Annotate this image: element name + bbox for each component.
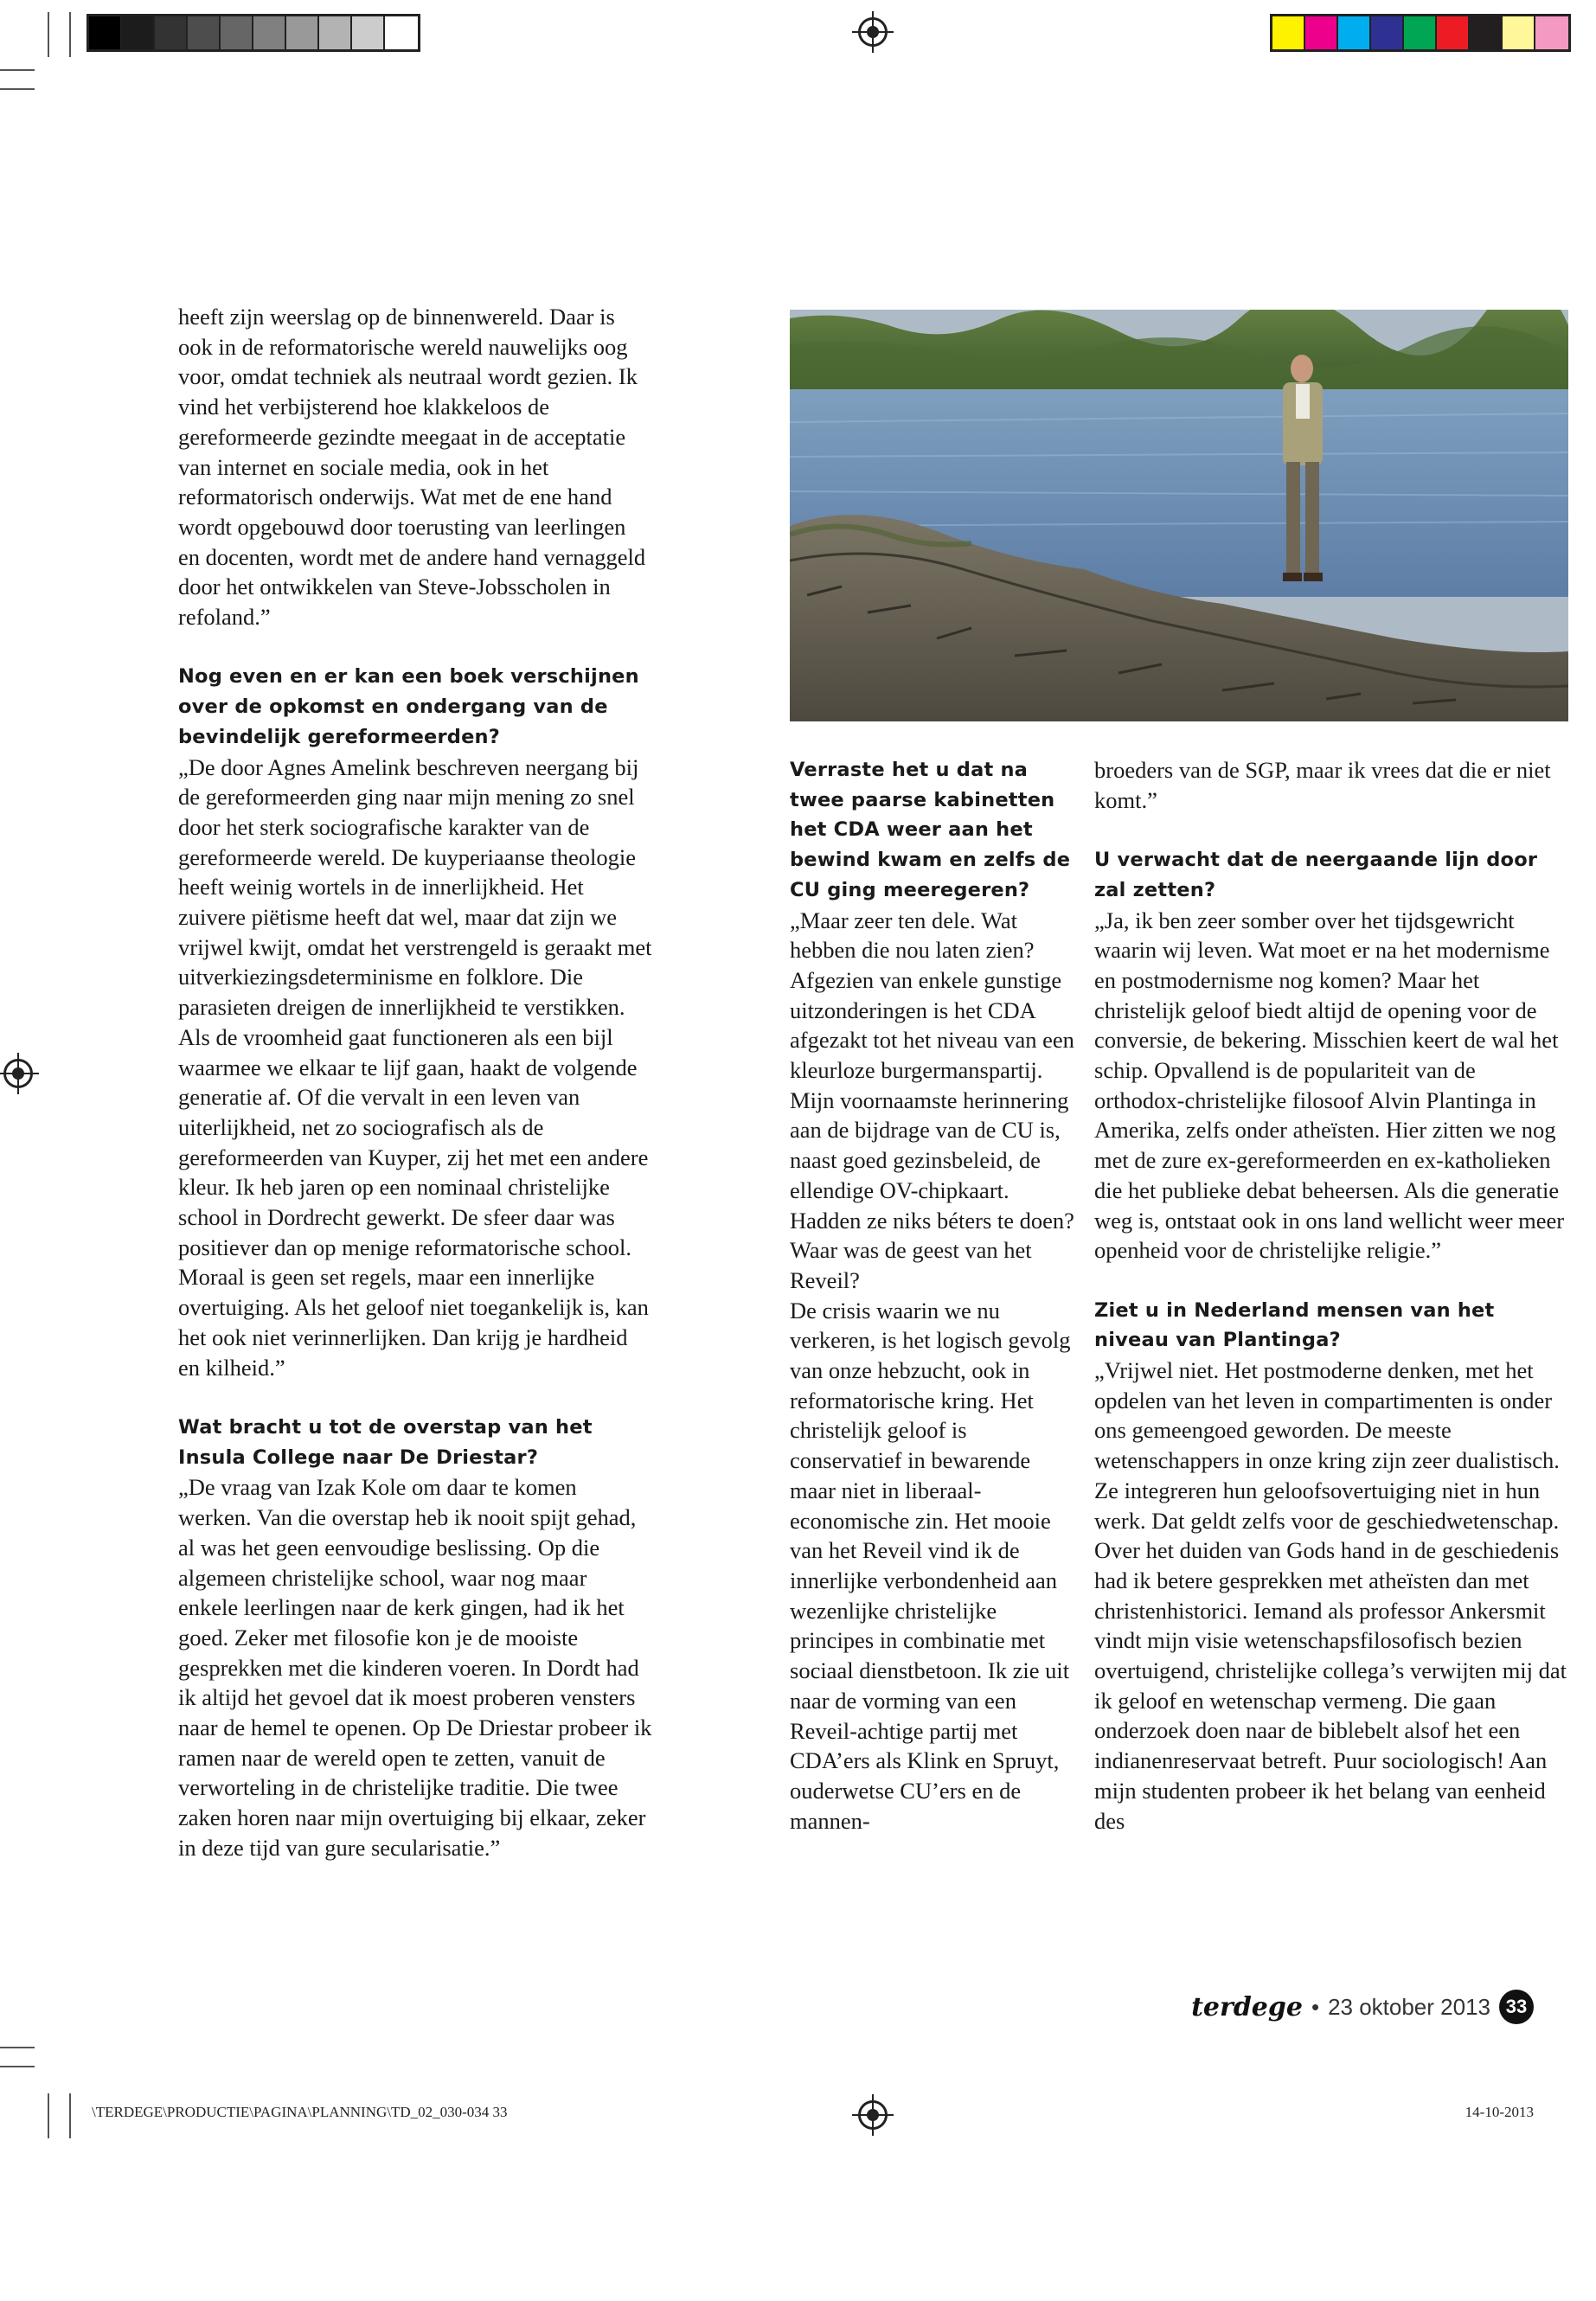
crop-mark bbox=[0, 2047, 35, 2048]
color-swatch bbox=[89, 16, 122, 49]
crop-mark bbox=[0, 69, 35, 71]
registration-mark-icon bbox=[858, 17, 888, 47]
color-swatch bbox=[1470, 16, 1503, 49]
crop-mark bbox=[69, 2093, 71, 2138]
body-paragraph: „De vraag van Izak Kole om daar te komen werken. Van die overstap heb ik nooit spijt gehad, al was het geen eenvoudige beslissing. Op die algemeen christelijke school, waar nog maar enkele leerlingen naar de kerk gingen, had ik het goed. Zeker met filosofie kon je de mooiste gesprekken met die kinderen voeren. In Dordt had ik altijd het gevoel dat ik moest proberen vensters naar de hemel te openen. Op De Driestar probeer ik ramen naar de wereld open te zetten, vanuit de verworteling in de christelijke traditie. Die twee zaken horen naar mijn overtuiging bij elkaar, zeker in deze tijd van gure secularisatie.” bbox=[178, 1474, 652, 1861]
body-paragraph: „De door Agnes Amelink beschreven neergang bij de gereformeerden ging naar mijn mening zo snel door het sterk sociografische karakter van de gereformeerde wereld. De kuyperiaanse theologie heeft weinig wortels in de innerlijkheid. Het zuivere piëtisme heeft dat wel, maar dat zijn we vrijwel kwijt, omdat het verstrengeld is geraakt met uitverkiezingsdeterminisme en folklore. Die parasieten dreigen de innerlijkheid te verstikken. bbox=[178, 753, 652, 1021]
registration-mark-icon bbox=[3, 1059, 33, 1088]
color-swatch bbox=[1535, 16, 1568, 49]
color-swatch bbox=[253, 16, 286, 49]
crop-mark bbox=[48, 12, 49, 57]
crop-mark bbox=[48, 2093, 49, 2138]
grayscale-color-bar bbox=[87, 14, 420, 52]
color-swatch bbox=[319, 16, 352, 49]
body-paragraph: heeft zijn weerslag op de binnenwereld. Daar is ook in de reformatorische wereld nauwelijks oog voor, omdat techniek als neutraal wordt gezien. Ik vind het verbijsterend hoe klakkeloos de gereformeerde gezindte meegaat in de acceptatie van internet en sociale media, ook in het reformatorisch onderwijs. Wat met de ene hand wordt opgebouwd door toerusting van leerlingen en docenten, wordt met de andere hand vernaggeld door het ontwikkelen van Steve-Jobsscholen in refoland.” bbox=[178, 304, 646, 631]
body-paragraph: Als de vroomheid gaat functioneren als een bijl waarmee we elkaar te lijf gaan, haakt de volgende generatie af. Of die vervalt in een leven van uiterlijkheid, net zo sociografisch als de gereformeerden van Kuyper, zij het met een andere kleur. Ik heb jaren op een nominaal christelijke school in Dordrecht gewerkt. De sfeer daar was positiever dan op menige reformatorische school. Moraal is geen set regels, maar een innerlijke overtuiging. Als het geloof niet toegankelijk is, kan het ook niet verinnerlijken. Dan krijg je hardheid en kilheid.” bbox=[178, 1023, 649, 1381]
color-swatch bbox=[1272, 16, 1305, 49]
crop-mark bbox=[0, 2066, 35, 2067]
article-photo bbox=[790, 310, 1568, 721]
magazine-logo: terdege bbox=[1191, 1991, 1303, 2022]
color-swatch bbox=[286, 16, 319, 49]
crop-mark bbox=[0, 88, 35, 90]
page-footer bbox=[1191, 1990, 1534, 2024]
body-paragraph: De crisis waarin we nu verkeren, is het logisch gevolg van onze hebzucht, ook in reformatorische kring. Het christelijk geloof is conservatief in bewarende maar niet in liberaal-economische zin. Het mooie van het Reveil vind ik de innerlijke verbondenheid aan wezenlijke christelijke principes in combinatie met sociaal dienstbetoon. Ik zie uit naar de vorming van een Reveil-achtige partij met CDA’ers als Klink en Spruyt, ouderwetse CU’ers en de mannen- bbox=[790, 1297, 1071, 1834]
color-swatch bbox=[155, 16, 188, 49]
body-paragraph: „Vrijwel niet. Het postmoderne denken, met het opdelen van het leven in compartimenten is onder ons gemeengoed geworden. De meeste wetenschappers in onze kring zijn zeer dualistisch. Ze integreren hun geloofsovertuiging niet in hun werk. Dat geldt zelfs voor de geschiedwetenschap. Over het duiden van Gods hand in de geschiedenis had ik betere gesprekken met atheïsten dan met christenhistorici. Iemand als professor Ankersmit vindt mijn visie wetenschapsfilosofisch bezien overtuigend, christelijke collega’s verwijten mij dat ik geloof en wetenschap vermeng. Die gaan onderzoek doen naar de biblebelt alsof het een indianenreservaat betreft. Puur sociologisch! Aan mijn studenten probeer ik het belang van eenheid des bbox=[1094, 1357, 1567, 1834]
body-paragraph: „Ja, ik ben zeer somber over het tijdsgewricht waarin wij leven. Wat moet er na het modernisme en postmodernisme nog komen? Maar het christelijk geloof biedt altijd de opening voor de conversie, de bekering. Misschien keert de wal het schip. Opvallend is de populariteit van de orthodox-christelijke filosoof Alvin Plantinga in Amerika, zelfs onder atheïsten. Hier zitten we nog met de zure ex-gereformeerden en ex-katholieken die het publieke debat beheersen. Als die generatie weg is, ontstaat ook in ons land wellicht weer meer openheid voor de christelijke religie.” bbox=[1094, 907, 1565, 1264]
interview-question: Wat bracht u tot de overstap van het Insula College naar De Driestar? bbox=[178, 1415, 593, 1469]
color-swatch bbox=[385, 16, 418, 49]
interview-question: Verraste het u dat na twee paarse kabinetten het CDA weer aan het bewind kwam en zelfs de CU ging meeregeren? bbox=[790, 759, 1071, 901]
color-swatch bbox=[188, 16, 221, 49]
man-on-riverbank-photo bbox=[790, 310, 1568, 721]
process-color-bar bbox=[1270, 14, 1571, 52]
article-column-3 bbox=[1094, 755, 1568, 1836]
color-swatch bbox=[352, 16, 385, 49]
body-paragraph: „Maar zeer ten dele. Wat hebben die nou laten zien? Afgezien van enkele gunstige uitzonderingen is het CDA afgezakt tot het niveau van een kleurloze burgermanspartij. Mijn voornaamste herinnering aan de bijdrage van de CU is, naast goed gezinsbeleid, de ellendige OV-chipkaart. Hadden ze niks béters te doen? Waar was de geest van het Reveil? bbox=[790, 907, 1074, 1293]
color-swatch bbox=[1503, 16, 1535, 49]
page-number: 33 bbox=[1499, 1990, 1534, 2024]
crop-mark bbox=[69, 12, 71, 57]
color-swatch bbox=[122, 16, 155, 49]
color-swatch bbox=[1371, 16, 1404, 49]
interview-question: U verwacht dat de neergaande lijn door zal zetten? bbox=[1094, 849, 1538, 901]
body-paragraph: broeders van de SGP, maar ik vrees dat die er niet komt.” bbox=[1094, 757, 1551, 813]
color-swatch bbox=[221, 16, 253, 49]
color-swatch bbox=[1437, 16, 1470, 49]
color-swatch bbox=[1305, 16, 1338, 49]
color-swatch bbox=[1338, 16, 1371, 49]
issue-date: 23 oktober 2013 bbox=[1328, 1993, 1490, 2020]
interview-question: Ziet u in Nederland mensen van het niveau van Plantinga? bbox=[1094, 1298, 1495, 1352]
color-swatch bbox=[1404, 16, 1437, 49]
production-slug-path: \TERDEGE\PRODUCTIE\PAGINA\PLANNING\TD_02_030-034 33 bbox=[92, 2104, 508, 2120]
registration-mark-icon bbox=[858, 2100, 888, 2130]
article-column-2 bbox=[790, 755, 1075, 1836]
production-slug-date: 14-10-2013 bbox=[1465, 2104, 1534, 2120]
article-column-1 bbox=[178, 302, 652, 1863]
interview-question: Nog even en er kan een boek verschijnen over de opkomst en ondergang van de bevindelijk gereformeerden? bbox=[178, 665, 639, 748]
footer-bullet: • bbox=[1311, 1993, 1320, 2020]
